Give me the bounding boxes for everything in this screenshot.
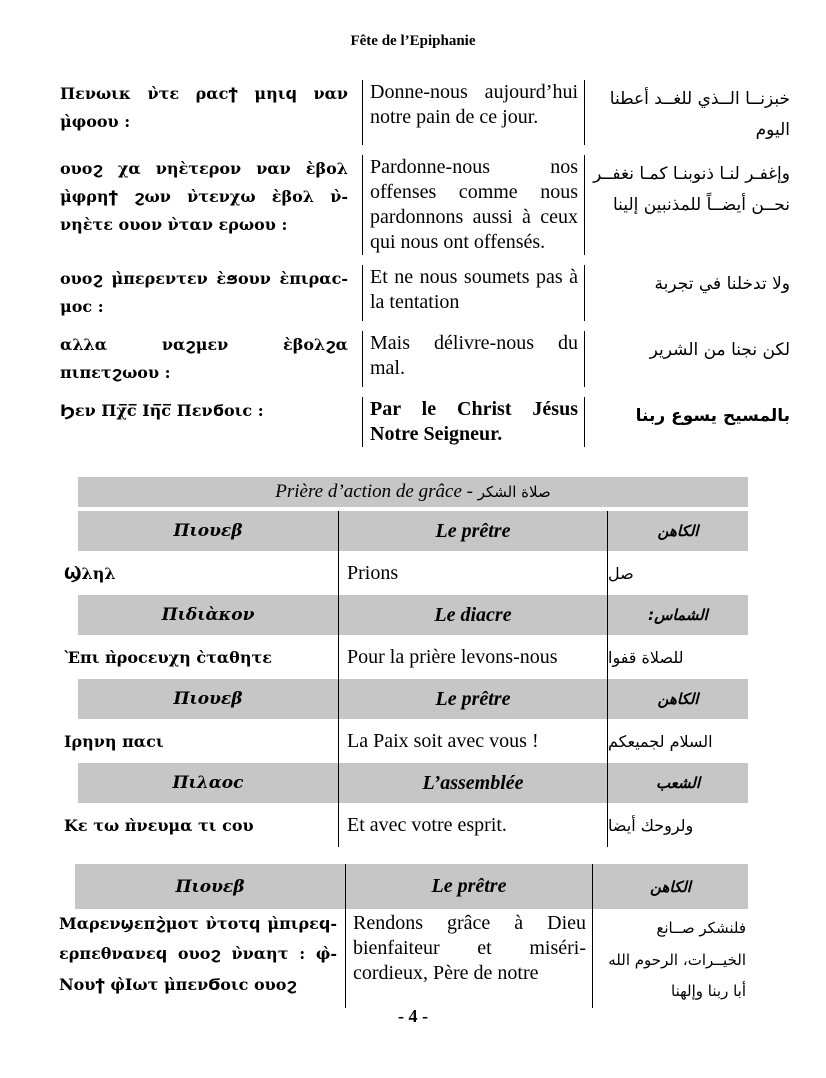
french-cell: Prions xyxy=(338,551,608,595)
coptic-role-cell: Πιουεβ xyxy=(173,521,243,541)
coptic-role-cell: Πιλαοϲ xyxy=(172,773,244,793)
arabic-role-cell: الشعب xyxy=(655,774,701,792)
arabic-cell: ولا تدخلنا في تجربة xyxy=(654,274,790,295)
french-role-cell: Le prêtre xyxy=(338,679,608,719)
french-cell: Et ne nous soumets pas à la tentation xyxy=(362,265,585,321)
french-role-cell: Le prêtre xyxy=(338,511,608,551)
coptic-text: Ιρηνη παϲι xyxy=(64,731,164,751)
coptic-role-cell: Πιουεβ xyxy=(175,876,245,897)
coptic-cell xyxy=(64,719,338,763)
table-row xyxy=(60,265,792,321)
thanksgiving-table xyxy=(59,864,748,1008)
arabic-cell: للصلاة قفوا xyxy=(608,647,684,667)
arabic-cell: وإغفـر لنـا ذنوبنـا كمـا نغفــر نحــن أيضــاً للمذنبين إلينا xyxy=(593,164,790,215)
arabic-cell: فلنشكر صــانع الخيــرات، الرحوم الله أبا ربنا وإلهنا xyxy=(608,919,746,1000)
coptic-text: Ϣ̀ληλ xyxy=(64,563,116,583)
coptic-cell xyxy=(59,909,345,1008)
arabic-cell: السلام لجميعكم xyxy=(608,731,713,751)
arabic-cell: بالمسيح يسوع ربنا xyxy=(635,406,790,427)
french-cell: Pour la prière levons-nous xyxy=(338,635,608,679)
coptic-role-cell: Πιουεβ xyxy=(173,689,243,709)
dialogue-row xyxy=(64,551,748,595)
arabic-role-cell: الشماس: xyxy=(648,606,708,624)
french-role-cell: Le prêtre xyxy=(345,864,593,909)
arabic-role-cell: الكاهن xyxy=(650,877,691,896)
role-header-row xyxy=(78,511,748,551)
french-cell: Donne-nous aujourd’hui notre pain de ce jour. xyxy=(362,80,585,145)
table-row xyxy=(60,397,792,447)
coptic-cell xyxy=(64,635,338,679)
table-row xyxy=(60,155,792,255)
french-role-cell: L’assemblée xyxy=(338,763,608,803)
coptic-cell xyxy=(64,803,338,847)
coptic-text: Ὲπι π̀ροϲευχη ϲ̀ταθητε xyxy=(64,647,272,667)
coptic-text: Μαρενϣεπϩ̀μοτ ν̀τοτϥ μ̀πιρεϥ- ερπεθνανεϥ ουοϩ ν̀ναητ : φ̀- Νουϯ φ̀Ιωτ μ̀πενϬοιϲ ουοϩ xyxy=(59,914,337,994)
french-cell: Mais délivre-nous du mal. xyxy=(362,331,585,387)
coptic-cell: ουοϩ χα νηὲτερον ναν ὲβολ μ̀φρηϯ ϩων ν̀τενχω ὲβολ ν̀- νηὲτε ουον ν̀ταν ερωου : xyxy=(60,159,348,235)
role-header-row xyxy=(78,763,748,803)
arabic-cell: خبزنــا الــذي للغــد أعطنا اليوم xyxy=(609,89,790,140)
french-cell: Par le Christ Jésus Notre Seigneur. xyxy=(362,397,585,447)
section-title-french: Prière d’action de grâce - xyxy=(275,481,478,502)
arabic-cell: ولروحك أيضا xyxy=(608,815,694,835)
dialogue-table xyxy=(64,511,748,847)
french-cell: Et avec votre esprit. xyxy=(338,803,608,847)
french-cell: Pardonne-nous nos offenses comme nous pardonnons aussi à ceux qui nous ont offensés. xyxy=(362,155,585,255)
dialogue-row xyxy=(64,803,748,847)
coptic-cell: Πενωικ ν̀τε ραϲϯ μηιϥ ναν μ̀φοου : xyxy=(60,84,348,131)
section-banner xyxy=(78,477,748,507)
table-row xyxy=(60,80,792,145)
dialogue-row xyxy=(59,909,748,1008)
role-header-row xyxy=(78,679,748,719)
section-title-arabic: صلاة الشكر xyxy=(477,483,551,501)
table-row xyxy=(60,331,792,387)
arabic-role-cell: الكاهن xyxy=(657,690,699,708)
lords-prayer-table xyxy=(60,80,792,457)
coptic-role-cell: Πιδιὰκον xyxy=(161,605,255,625)
role-header-row xyxy=(75,864,748,909)
page-number: - 4 - xyxy=(398,1006,428,1026)
french-cell: Rendons grâce à Dieu bienfaiteur et miséri- cordieux, Père de notre xyxy=(345,909,593,1008)
coptic-cell xyxy=(64,551,338,595)
arabic-cell: صل xyxy=(608,563,634,583)
arabic-cell: لكن نجنا من الشرير xyxy=(649,340,790,361)
dialogue-row xyxy=(64,719,748,763)
page-title: Fête de l’Epiphanie xyxy=(350,33,476,49)
dialogue-row xyxy=(64,635,748,679)
coptic-cell: Ϧεν Πχ̅ϲ̅ Ιη̅ϲ̅ Πενϭοιϲ : xyxy=(60,401,264,421)
arabic-role-cell: الكاهن xyxy=(657,522,699,540)
role-header-row xyxy=(78,595,748,635)
coptic-cell: ουοϩ μ̀περεντεν ὲϧουν ὲπιραϲ- μοϲ : xyxy=(60,269,348,317)
coptic-cell: αλλα ναϩμεν ὲβολϩα πιπετϩωου : xyxy=(60,335,348,383)
french-role-cell: Le diacre xyxy=(338,595,608,635)
french-cell: La Paix soit avec vous ! xyxy=(338,719,608,763)
coptic-text: Κε τω π̀νευμα τι ϲου xyxy=(64,815,254,835)
